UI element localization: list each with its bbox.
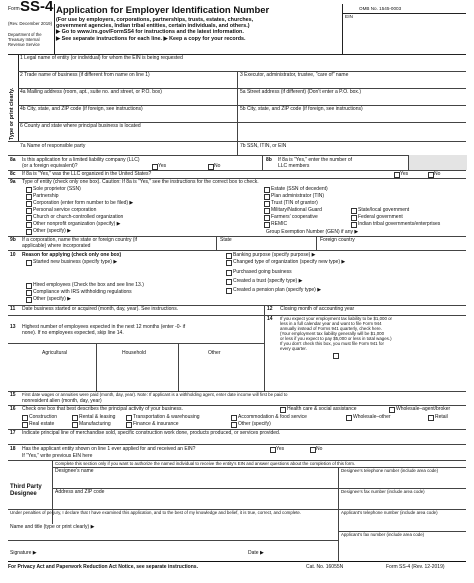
divider: [264, 305, 265, 391]
activity-wholesale-other-checkbox[interactable]: [346, 415, 352, 421]
ein-label: EIN: [345, 15, 353, 20]
reason-changed-type-checkbox[interactable]: [226, 260, 232, 266]
entity-sole-proprietor-checkbox[interactable]: [26, 187, 32, 193]
subtitle-line: (For use by employers, corporations, partnerships, trusts, estates, churches,: [56, 17, 254, 23]
line-9a-label: Type of entity (check only one box). Caution: If 8a is “Yes,” see the instructions for the correct box to check.: [22, 179, 259, 185]
entity-personal-service-checkbox[interactable]: [26, 208, 32, 214]
activity-option: Real estate: [29, 421, 55, 427]
entity-federal-gov-checkbox[interactable]: [351, 215, 357, 221]
activity-rental-checkbox[interactable]: [72, 415, 78, 421]
reason-other-checkbox[interactable]: [26, 297, 32, 303]
household-label: Household: [122, 350, 146, 356]
date-label: Date ▶: [248, 550, 264, 556]
line-14-text-line: or less if you expect to pay $5,000 or less in total wages.): [280, 336, 392, 341]
line-14-text-line: (Your employment tax liability generally will be $1,000: [280, 331, 385, 336]
activity-option: Rental & leasing: [79, 414, 116, 420]
line-10-number: 10: [10, 252, 16, 258]
activity-transportation-checkbox[interactable]: [126, 415, 132, 421]
entity-corporation-checkbox[interactable]: [26, 201, 32, 207]
entity-option: Trust (TIN of grantor): [271, 200, 318, 206]
entity-other-checkbox[interactable]: [26, 229, 32, 235]
entity-trust-checkbox[interactable]: [264, 201, 270, 207]
footer-form-id: Form SS-4 (Rev. 12-2019): [386, 564, 445, 570]
activity-option: Other (specify): [238, 421, 271, 427]
activity-real-estate-checkbox[interactable]: [22, 422, 28, 428]
form-subtitle: [56, 17, 344, 42]
reason-option: Changed type of organization (specify new type) ▶: [233, 259, 346, 265]
divider: [216, 236, 217, 250]
line-11-label: Date business started or acquired (month, day, year). See instructions.: [22, 306, 179, 312]
divider: [316, 236, 317, 250]
activity-option: Manufacturing: [79, 421, 111, 427]
line-13-label: Highest number of employees expected in the next 12 months (enter -0- if: [22, 324, 186, 330]
ein-field[interactable]: [343, 13, 466, 54]
sidebar-text: Type or print clearly.: [9, 87, 15, 140]
line-7b-label: 7b SSN, ITIN, or EIN: [240, 143, 287, 149]
yes-label: Yes: [158, 163, 167, 169]
subtitle-line: ▶ See separate instructions for each line. ▶ Keep a copy for your records.: [56, 35, 246, 42]
form-id-block: [8, 0, 55, 54]
line-14-number: 14: [267, 316, 273, 322]
reason-option: Other (specify) ▶: [33, 296, 72, 302]
activity-other-checkbox[interactable]: [231, 422, 237, 428]
signature-label: Signature ▶: [10, 550, 37, 556]
reason-banking-checkbox[interactable]: [226, 253, 232, 259]
applicant-fax-label: Applicant’s fax number (include area code): [341, 532, 425, 537]
group-exemption-label: Group Exemption Number (GEN) if any ▶: [266, 229, 359, 235]
revision-date: (Rev. December 2019): [8, 21, 53, 26]
divider: [338, 509, 339, 561]
reason-pension-checkbox[interactable]: [226, 288, 232, 294]
divider: [8, 315, 466, 316]
line-17-number: 17: [10, 430, 16, 436]
line-18-label-2: If “Yes,” write previous EIN here: [22, 453, 93, 459]
reason-option: Purchased going business: [233, 269, 292, 275]
reason-hired-employees-checkbox[interactable]: [26, 283, 32, 289]
divider: [8, 155, 466, 156]
activity-option: Health care & social assistance: [287, 406, 357, 412]
entity-option: Military/National Guard: [271, 207, 322, 213]
line-5a-label: 5a Street address (if different) (Don’t enter a P.O. box.): [240, 89, 361, 95]
yes-label: Yes: [400, 171, 409, 177]
llc-members-field[interactable]: [408, 155, 467, 170]
ss4-form: [8, 0, 466, 575]
line-13-number: 13: [10, 324, 16, 330]
reason-purchased-checkbox[interactable]: [226, 270, 232, 276]
divider: [237, 71, 238, 141]
designee-phone-label: Designee’s telephone number (include area code): [341, 468, 439, 473]
activity-option: Wholesale–agent/broker: [396, 406, 451, 412]
activity-option: Accommodation & food service: [238, 414, 307, 420]
line-16-label: Check one box that best describes the principal activity of your business.: [22, 406, 183, 412]
line-14-text: [280, 316, 392, 351]
line-4b-label: 4b City, state, and ZIP code (if foreign, see instructions): [20, 106, 143, 112]
state-label: State: [220, 237, 232, 243]
agricultural-label: Agricultural: [42, 350, 68, 356]
designee-name-label: Designee’s name: [55, 468, 94, 474]
entity-option: Estate (SSN of decedent): [271, 186, 328, 192]
applicant-phone-label: Applicant’s telephone number (include area code): [341, 510, 438, 515]
divider: [237, 141, 238, 155]
line-16-number: 16: [10, 406, 16, 412]
activity-accommodation-checkbox[interactable]: [231, 415, 237, 421]
line-17-label: Indicate principal line of merchandise sold, specific construction work done, products produced, or services provided.: [22, 430, 281, 436]
divider: [262, 155, 263, 170]
sidebar-instruction: [8, 54, 19, 141]
activity-option: Construction: [29, 414, 58, 420]
activity-option: Retail: [435, 414, 448, 420]
third-party-designee-heading: Third Party Designee: [10, 484, 42, 497]
entity-option: Indian tribal governments/enterprises: [358, 221, 441, 227]
entity-plan-admin-checkbox[interactable]: [264, 194, 270, 200]
line-4a-label: 4a Mailing address (room, apt., suite no. and street, or P.O. box): [20, 89, 162, 95]
line-6-label: 6 County and state where principal business is located: [20, 123, 141, 129]
entity-church-checkbox[interactable]: [26, 215, 32, 221]
line-8b-number: 8b: [266, 157, 272, 163]
line-8c-label: If 8a is “Yes,” was the LLC organized in the United States?: [22, 171, 152, 177]
reason-option: Created a trust (specify type) ▶: [233, 278, 303, 284]
no-label: No: [434, 171, 441, 177]
line-15-label: First date wages or annuities were paid (month, day, year). Note: If applicant is a withholding agent, enter date income will first be paid to: [22, 392, 288, 397]
reason-option: Banking purpose (specify purpose) ▶: [233, 252, 316, 258]
omb-ein-block: [342, 4, 467, 54]
line-2-label: 2 Trade name of business (if different from name on line 1): [20, 72, 150, 78]
activity-option: Transportation & warehousing: [133, 414, 200, 420]
line-12-label: Closing month of accounting year: [280, 306, 355, 312]
entity-option: Other nonprofit organization (specify) ▶: [33, 221, 121, 227]
line-18-label: Has the applicant entity shown on line 1 ever applied for and received an EIN?: [22, 446, 196, 452]
subtitle-line: government agencies, Indian tribal entities, certain individuals, and others.): [56, 23, 250, 30]
foreign-country-label: Foreign country: [320, 237, 355, 243]
entity-option: Sole proprietor (SSN): [33, 186, 81, 192]
divider: [8, 444, 466, 445]
activity-option: Finance & insurance: [133, 421, 179, 427]
line-14-text-line: If you expect your employment tax liability to be $1,000 or: [280, 316, 393, 321]
reason-new-business-checkbox[interactable]: [26, 260, 32, 266]
designee-note: Complete this section only if you want to authorize the named individual to receive the entity’s EIN and answer questions about the completion of this form.: [55, 461, 356, 466]
line-8b-label-2: LLC members: [278, 163, 310, 169]
line-13-label-2: none). If no employees expected, skip line 14.: [22, 330, 124, 336]
line-9a-number: 9a: [10, 179, 16, 185]
subtitle-line: ▶ Go to www.irs.gov/FormSS4 for instructions and the latest information.: [56, 29, 244, 36]
omb-number: OMB No. 1545-0003: [359, 6, 402, 11]
privacy-notice: For Privacy Act and Paperwork Reduction Act Notice, see separate instructions.: [8, 564, 198, 570]
entity-estate-checkbox[interactable]: [264, 187, 270, 193]
line-18-number: 18: [10, 446, 16, 452]
entity-farmers-coop-checkbox[interactable]: [264, 215, 270, 221]
form-title: Application for Employer Identification Number: [56, 5, 270, 16]
line-15-number: 15: [10, 392, 16, 398]
activity-health-care-checkbox[interactable]: [280, 407, 286, 413]
line-14-text-line: every quarter.: [280, 346, 307, 351]
entity-partnership-checkbox[interactable]: [26, 194, 32, 200]
form-label: Form: [8, 6, 20, 12]
entity-option: Personal service corporation: [33, 207, 97, 213]
line-8c-number: 8c: [10, 171, 16, 177]
designee-address-label: Address and ZIP code: [55, 489, 105, 495]
line-9b-label: If a corporation, name the state or foreign country (if: [22, 237, 138, 243]
reason-compliance-checkbox[interactable]: [26, 290, 32, 296]
entity-option: Partnership: [33, 193, 59, 199]
no-label: No: [316, 446, 323, 452]
reason-option: Started new business (specify type) ▶: [33, 259, 118, 265]
activity-option: Wholesale–other: [353, 414, 391, 420]
entity-option: Other (specify) ▶: [33, 228, 72, 234]
designee-fax-label: Designee’s fax number (include area code): [341, 489, 425, 494]
name-title-label: Name and title (type or print clearly) ▶: [10, 524, 95, 530]
no-label: No: [214, 163, 221, 169]
activity-retail-checkbox[interactable]: [428, 415, 434, 421]
entity-remic-checkbox[interactable]: [264, 222, 270, 228]
line-12-number: 12: [267, 306, 273, 312]
line-1-label: 1 Legal name of entity (or individual) for whom the EIN is being requested: [20, 55, 183, 61]
entity-tribal-gov-checkbox[interactable]: [351, 222, 357, 228]
catalog-number: Cat. No. 16055N: [306, 564, 344, 570]
perjury-statement: Under penalties of perjury, I declare that I have examined this application, and to the best of my knowledge and belief, it is true, correct, and complete.: [10, 510, 302, 515]
form-number: SS-4: [20, 0, 54, 15]
activity-finance-checkbox[interactable]: [126, 422, 132, 428]
line-11-number: 11: [10, 306, 16, 312]
line-10-label: Reason for applying (check only one box): [22, 252, 122, 258]
line-14-text-line: less in a full calendar year and want to file Form 944: [280, 321, 382, 326]
divider: [8, 343, 264, 344]
entity-state-gov-checkbox[interactable]: [351, 208, 357, 214]
department-name: Department of the Treasury Internal Revenue Service: [8, 32, 42, 47]
divider: [8, 250, 466, 251]
reason-option: Created a pension plan (specify type) ▶: [233, 287, 322, 293]
title-block: [56, 4, 342, 54]
activity-manufacturing-checkbox[interactable]: [72, 422, 78, 428]
yes-label: Yes: [276, 446, 285, 452]
entity-option: Federal government: [358, 214, 403, 220]
entity-option: State/local government: [358, 207, 410, 213]
line-14-text-line: If you don’t check this box, you must file Form 941 for: [280, 341, 384, 346]
entity-option: Farmers’ cooperative: [271, 214, 318, 220]
line-3-label: 3 Executor, administrator, trustee, “care of” name: [240, 72, 349, 78]
line-9b-label-2: applicable) where incorporated: [22, 243, 91, 249]
divider: [178, 343, 179, 391]
line-8a-number: 8a: [10, 157, 16, 163]
form-header: [8, 0, 466, 55]
line-7a-label: 7a Name of responsible party: [20, 143, 86, 149]
entity-option: Corporation (enter form number to be filed) ▶: [33, 200, 134, 206]
divider: [96, 343, 97, 391]
other-employees-label: Other: [208, 350, 221, 356]
reason-trust-checkbox[interactable]: [226, 279, 232, 285]
entity-other-nonprofit-checkbox[interactable]: [26, 222, 32, 228]
line-15-label-2: nonresident alien (month, day, year): [22, 398, 102, 404]
entity-military-checkbox[interactable]: [264, 208, 270, 214]
line-14-checkbox[interactable]: [333, 353, 339, 359]
line-14-text-line: annually instead of Forms 941 quarterly, check here.: [280, 326, 382, 331]
line-9b-number: 9b: [10, 237, 16, 243]
line-8a-label-2: (or a foreign equivalent)?: [22, 163, 78, 169]
reason-option: Hired employees (Check the box and see line 13.): [33, 282, 144, 288]
line-5b-label: 5b City, state, and ZIP code (if foreign, see instructions): [240, 106, 363, 112]
entity-option: Church or church-controlled organization: [33, 214, 124, 220]
line-8b-label: If 8a is “Yes,” enter the number of: [278, 157, 353, 163]
activity-construction-checkbox[interactable]: [22, 415, 28, 421]
activity-wholesale-agent-checkbox[interactable]: [389, 407, 395, 413]
divider: [8, 561, 466, 562]
reason-option: Compliance with IRS withholding regulations: [33, 289, 132, 295]
entity-option: REMIC: [271, 221, 288, 227]
divider: [8, 540, 338, 541]
entity-option: Plan administrator (TIN): [271, 193, 325, 199]
line-8a-label: Is this application for a limited liability company (LLC): [22, 157, 140, 163]
